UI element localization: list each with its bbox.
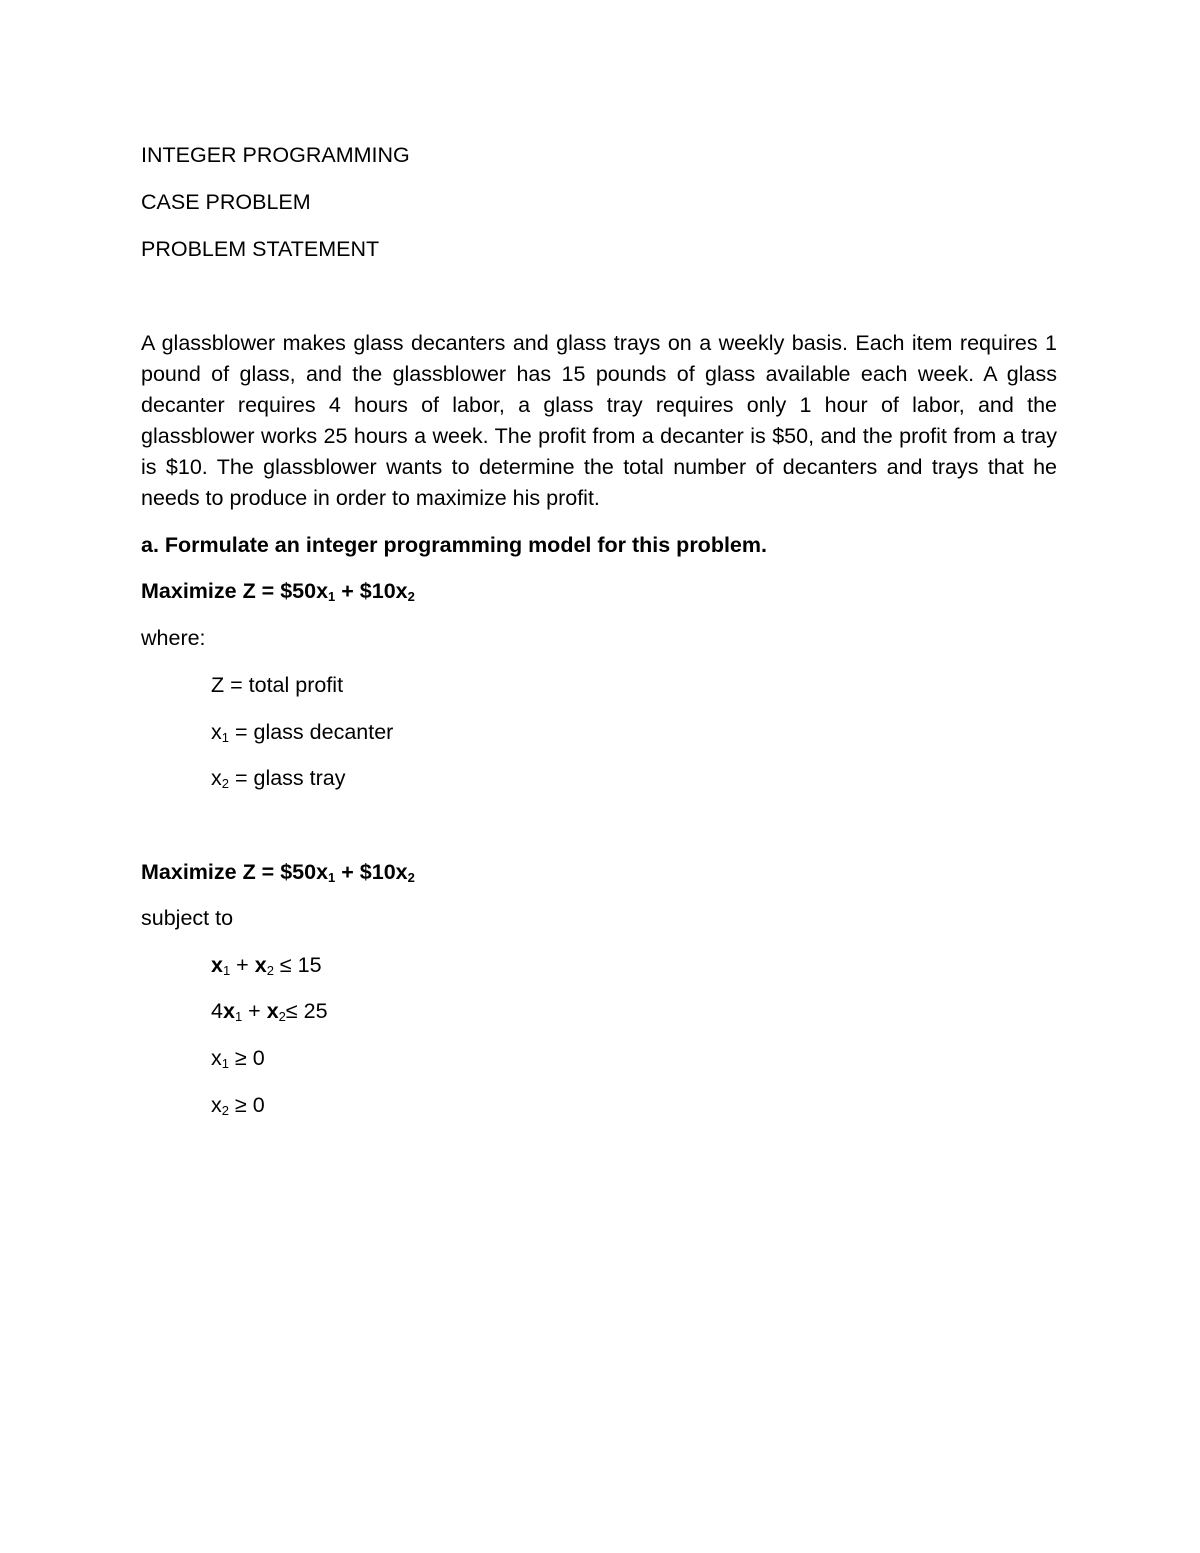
subscript: 2 [278, 1009, 286, 1024]
subscript: 1 [221, 1056, 229, 1071]
objective-prefix: Maximize Z = $50x [141, 579, 329, 603]
operator: + [242, 999, 267, 1023]
subscript: 2 [266, 963, 274, 978]
subscript: 1 [221, 730, 229, 745]
subscript: 2 [407, 870, 415, 885]
constraint-labor [211, 998, 328, 1024]
constraint-rhs: ≤ 15 [273, 953, 322, 977]
subscript: 2 [407, 589, 415, 604]
question-a: a. Formulate an integer programming model for this problem. [141, 533, 767, 557]
definition-x1 [211, 719, 393, 745]
constraint-rhs: ≤ 25 [285, 999, 328, 1023]
subscript: 2 [221, 776, 229, 791]
variable: x [211, 1046, 222, 1070]
objective-middle: + $10x [335, 579, 408, 603]
definition-x2 [211, 765, 346, 791]
section-heading: PROBLEM STATEMENT [141, 237, 380, 261]
variable: x [254, 953, 267, 977]
objective-function [141, 578, 415, 604]
subscript: 1 [222, 963, 231, 978]
problem-statement-paragraph: A glassblower makes glass decanters and glass trays on a weekly basis. Each item requires 1 pound of glass, and the glassblower has 15 pounds of glass available each week. A glass decanter requires 4 hours of labor, a glass tray requires only 1 hour of labor, and the glassblower works 25 hours a week. The profit from a decanter is $50, and the profit from a tray is $10. The glassblower wants to determine the total number of decanters and trays that he needs to produce in order to maximize his profit. [141, 331, 1057, 510]
constraint-rhs: ≥ 0 [228, 1046, 265, 1070]
constraint-glass [211, 952, 322, 978]
definition-z: Z = total profit [211, 673, 344, 697]
constraint-nonneg-x1 [211, 1045, 265, 1071]
subscript: 1 [328, 870, 336, 885]
variable: x [266, 999, 279, 1023]
document-subtitle: CASE PROBLEM [141, 190, 311, 214]
objective-middle: + $10x [335, 860, 408, 884]
variable: x [222, 999, 235, 1023]
constraint-nonneg-x2 [211, 1092, 265, 1118]
constraint-rhs: ≥ 0 [228, 1093, 265, 1117]
where-label: where: [141, 626, 206, 650]
definition-text: = glass decanter [228, 720, 394, 744]
objective-function-2 [141, 859, 415, 885]
variable: x [211, 766, 222, 790]
variable: x [211, 1093, 222, 1117]
definition-text: = glass tray [228, 766, 346, 790]
variable: x [211, 720, 222, 744]
objective-prefix: Maximize Z = $50x [141, 860, 329, 884]
coefficient: 4 [211, 999, 223, 1023]
subscript: 2 [221, 1103, 229, 1118]
variable: x [211, 953, 223, 977]
subject-to-label: subject to [141, 906, 234, 930]
operator: + [230, 953, 255, 977]
subscript: 1 [328, 589, 336, 604]
subscript: 1 [234, 1009, 243, 1024]
document-title: INTEGER PROGRAMMING [141, 143, 410, 167]
